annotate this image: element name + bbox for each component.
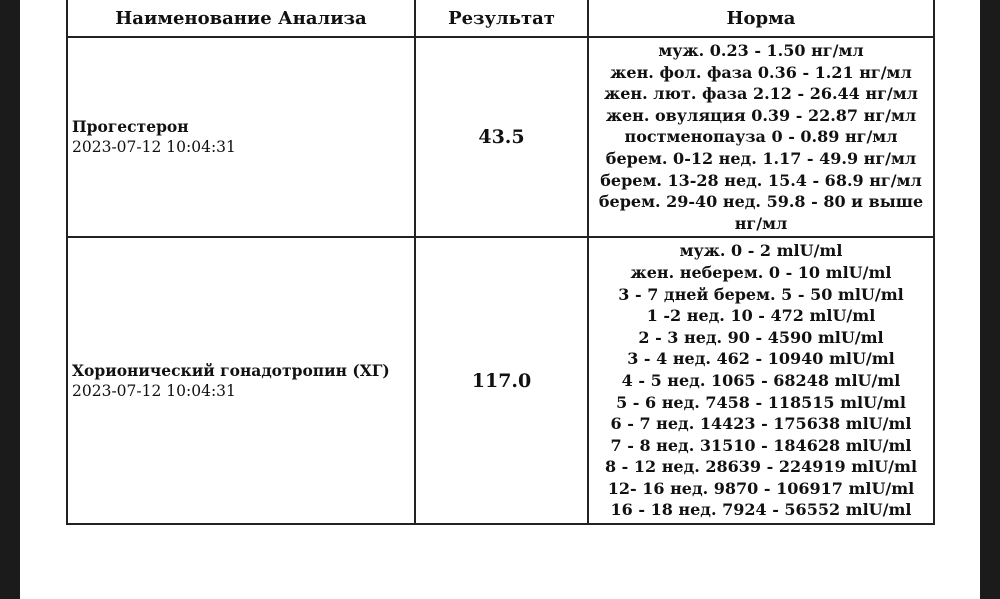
norm-line: муж. 0 - 2 mlU/ml [679, 241, 843, 261]
norm-line: 4 - 5 нед. 1065 - 68248 mlU/ml [621, 370, 901, 390]
table-row [67, 37, 934, 237]
header-result: Результат [415, 0, 588, 37]
analysis-date: 2023-07-12 10:04:31 [72, 381, 236, 400]
norm-line: жен. фол. фаза 0.36 - 1.21 нг/мл [610, 62, 912, 82]
table-row [67, 237, 934, 524]
norm-line: 8 - 12 нед. 28639 - 224919 mlU/ml [604, 457, 918, 477]
analysis-name: Прогестерон [72, 117, 189, 137]
norm-line: 5 - 6 нед. 7458 - 118515 mlU/ml [616, 392, 906, 412]
analysis-norm-cell [588, 237, 934, 524]
table-header [67, 0, 934, 37]
analysis-result: 117.0 [415, 237, 588, 524]
norm-line: 3 - 4 нед. 462 - 10940 mlU/ml [627, 349, 895, 369]
analysis-norm-cell [588, 37, 934, 237]
norm-line: берем. 13-28 нед. 15.4 - 68.9 нг/мл [600, 170, 922, 190]
norm-line: 2 - 3 нед. 90 - 4590 mlU/ml [638, 327, 884, 347]
norm-line: постменопауза 0 - 0.89 нг/мл [624, 127, 898, 147]
norm-line: жен. лют. фаза 2.12 - 26.44 нг/мл [604, 84, 918, 104]
norm-line: жен. неберем. 0 - 10 mlU/ml [630, 262, 892, 282]
analysis-date: 2023-07-12 10:04:31 [72, 138, 236, 157]
header-name: Наименование Анализа [67, 0, 415, 37]
norm-line: 6 - 7 нед. 14423 - 175638 mlU/ml [610, 414, 912, 434]
norm-line: 7 - 8 нед. 31510 - 184628 mlU/ml [610, 435, 912, 455]
norm-line: берем. 0-12 нед. 1.17 - 49.9 нг/мл [605, 148, 917, 168]
norm-line: 16 - 18 нед. 7924 - 56552 mlU/ml [610, 500, 912, 520]
norm-line: 1 -2 нед. 10 - 472 mlU/ml [646, 306, 876, 326]
norm-line: 12- 16 нед. 9870 - 106917 mlU/ml [607, 478, 915, 498]
analysis-name-cell [67, 237, 415, 524]
norm-line: берем. 29-40 нед. 59.8 - 80 и выше нг/мл [598, 192, 924, 233]
analysis-name-cell [67, 37, 415, 237]
norm-line: жен. овуляция 0.39 - 22.87 нг/мл [605, 105, 917, 125]
analysis-table [66, 0, 935, 525]
document-page [20, 0, 980, 599]
header-norm: Норма [588, 0, 934, 37]
norm-line: муж. 0.23 - 1.50 нг/мл [658, 41, 864, 60]
norm-line: 3 - 7 дней берем. 5 - 50 mlU/ml [618, 284, 904, 304]
analysis-name: Хорионический гонадотропин (ХГ) [72, 360, 390, 380]
analysis-result: 43.5 [415, 37, 588, 237]
